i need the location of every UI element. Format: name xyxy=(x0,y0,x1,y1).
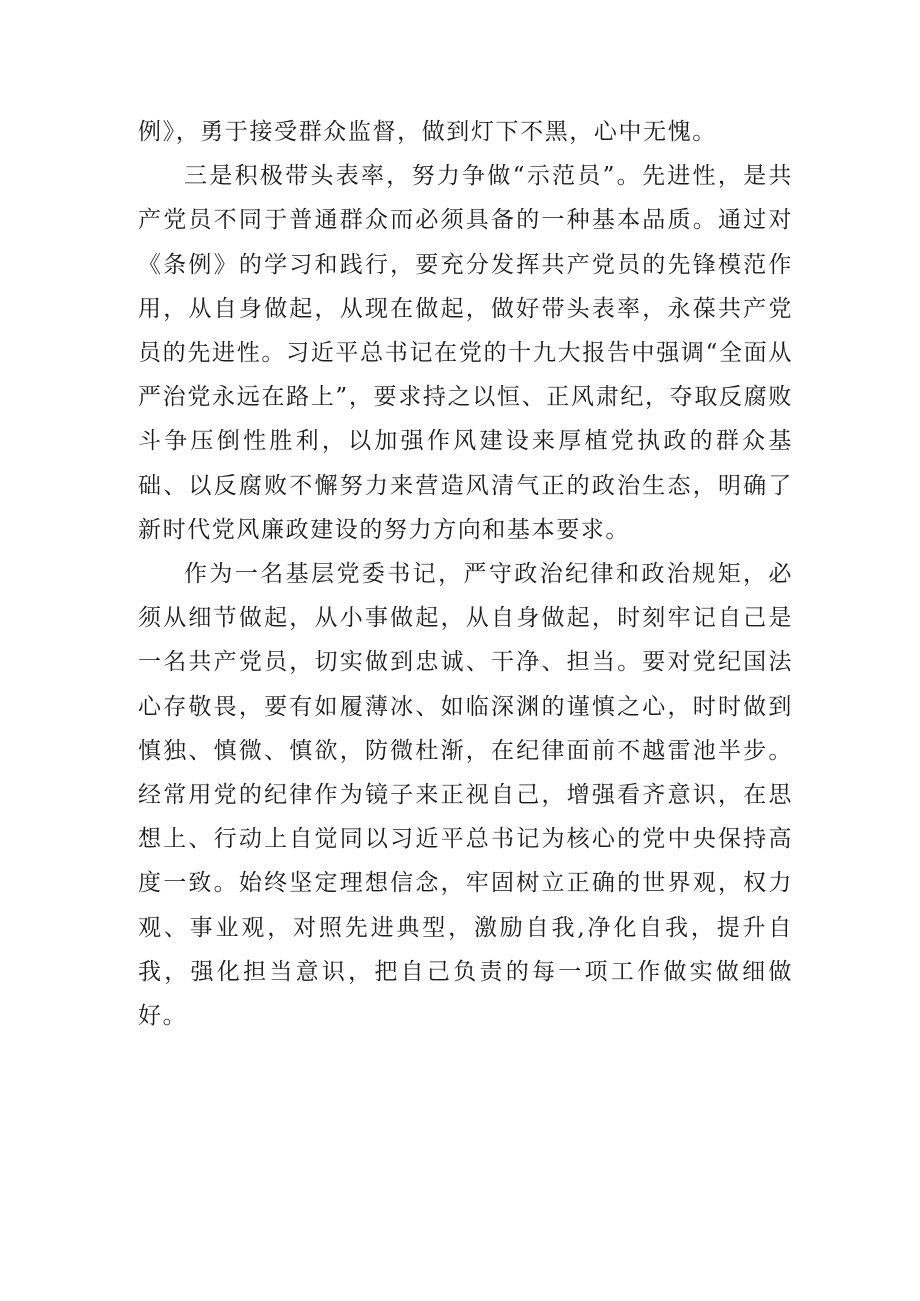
document-body xyxy=(138,110,793,1038)
paragraph-exemplary-role: 三是积极带头表率，努力争做“示范员”。先进性，是共产党员不同于普通群众而必须具备的一种基本品质。通过对《条例》的学习和践行，要充分发挥共产党员的先锋模范作用，从自身做起，从现在做起，做好带头表率，永葆共产党员的先进性。习近平总书记在党的十九大报告中强调“全面从严治党永远在路上”，要求持之以恒、正风肃纪，夺取反腐败斗争压倒性胜利，以加强作风建设来厚植党执政的群众基础、以反腐败不懈努力来营造风清气正的政治生态，明确了新时代党风廉政建设的努力方向和基本要求。 xyxy=(138,163,793,543)
paragraph-continuation: 例》，勇于接受群众监督，做到灯下不黑，心中无愧。 xyxy=(138,119,717,145)
paragraph-party-secretary: 作为一名基层党委书记，严守政治纪律和政治规矩，必须从细节做起，从小事做起，从自身做起，时刻牢记自己是一名共产党员，切实做到忠诚、干净、担当。要对党纪国法心存敬畏，要有如履薄冰、如临深渊的谨慎之心，时时做到慎独、慎微、慎欲，防微杜渐，在纪律面前不越雷池半步。经常用党的纪律作为镜子来正视自己，增强看齐意识，在思想上、行动上自觉同以习近平总书记为核心的党中央保持高度一致。始终坚定理想信念，牢固树立正确的世界观，权力观、事业观，对照先进典型，激励自我,净化自我，提升自我，强化担当意识，把自己负责的每一项工作做实做细做好。 xyxy=(138,561,793,1030)
